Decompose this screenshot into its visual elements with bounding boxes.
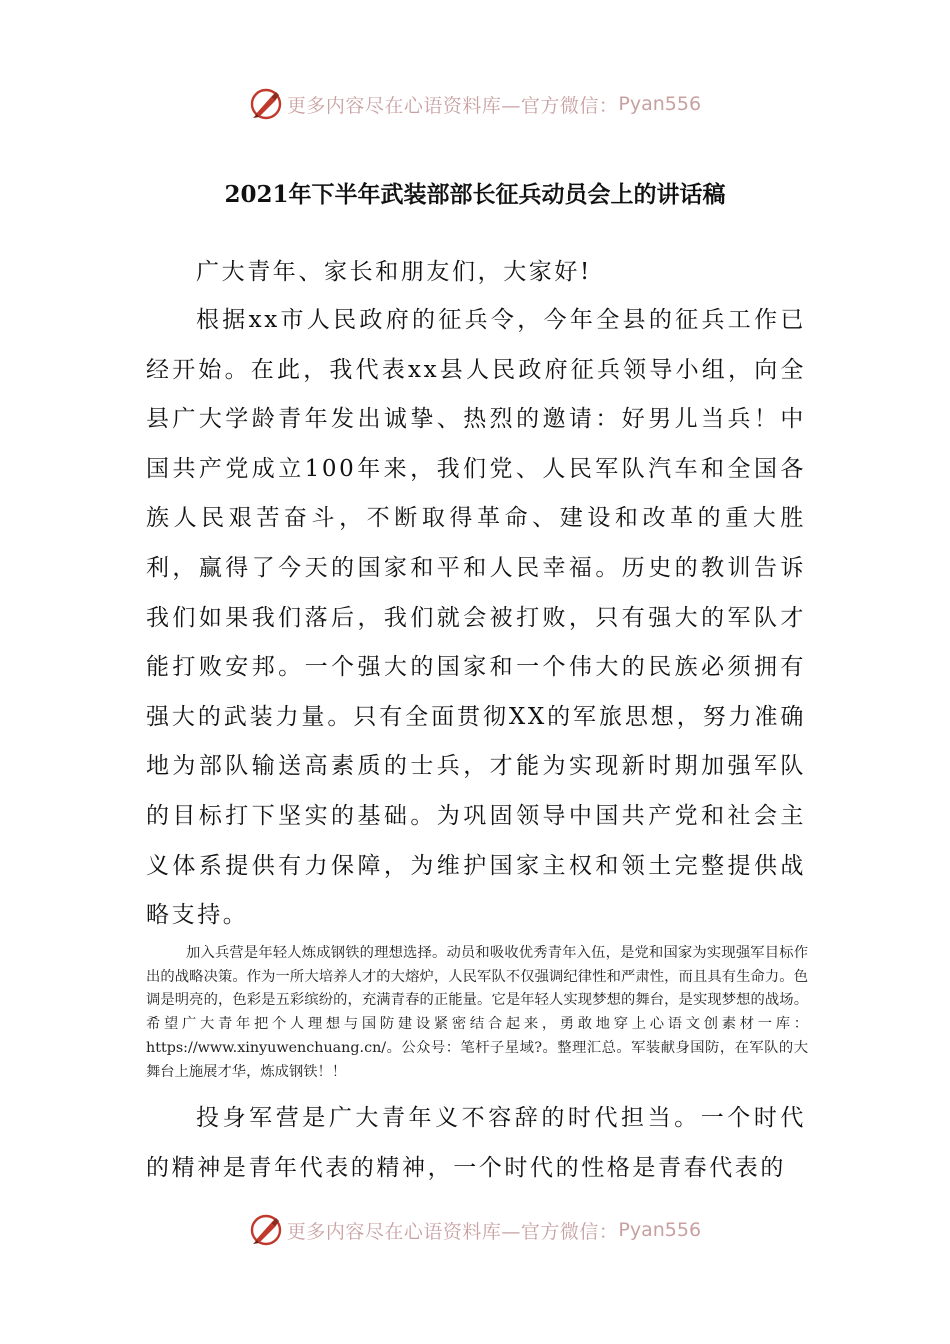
paragraph-small-print: 加入兵营是年轻人炼成钢铁的理想选择。动员和吸收优秀青年入伍，是党和国家为实现强军目标作出的战略决策。作为一所大培养人才的大熔炉，人民军队不仅强调纪律性和严肃性，而且具有生命力。色调是明亮的，色彩是五彩缤纷的，充满青春的正能量。它是年轻人实现梦想的舞台，是实现梦想的战场。希望广大青年把个人理想与国防建设紧密结合起来，勇敢地穿上心语文创素材一库：https://www.xinyuwenchuang.cn/。公众号：笔杆子星域?。整理汇总。军装献身国防，在军队的大舞台上施展才华，炼成钢铁！！ bbox=[146, 945, 808, 1080]
paragraph-main: 根据xx市人民政府的征兵令，今年全县的征兵工作已经开始。在此，我代表xx县人民政府征兵领导小组，向全县广大学龄青年发出诚挚、热烈的邀请：好男儿当兵！中国共产党成立100年来，我们党、人民军队汽车和全国各族人民艰苦奋斗，不断取得革命、建设和改革的重大胜利，赢得了今天的国家和平和人民幸福。历史的教训告诉我们如果我们落后，我们就会被打败，只有强大的军队才能打败安邦。一个强大的国家和一个伟大的民族必须拥有强大的武装力量。只有全面贯彻XX的军旅思想，努力准确地为部队输送高素质的士兵，才能为实现新时期加强军队的目标打下坚实的基础。为巩固领导中国共产党和社会主义体系提供有力保障，为维护国家主权和领土完整提供战略支持。 bbox=[146, 307, 806, 929]
header-banner bbox=[0, 84, 950, 124]
header-banner-text: 更多内容尽在心语资料库—官方微信： bbox=[286, 94, 619, 117]
pen-logo-icon bbox=[249, 87, 283, 121]
document-title: 2021年下半年武装部部长征兵动员会上的讲话稿 bbox=[224, 181, 726, 208]
paragraph-greeting: 广大青年、家长和朋友们，大家好! bbox=[196, 259, 592, 285]
pen-logo-icon bbox=[249, 1213, 283, 1247]
footer-banner bbox=[0, 1210, 950, 1250]
paragraph-last: 投身军营是广大青年义不容辞的时代担当。一个时代的精神是青年代表的精神，一个时代的性格是青春代表的 bbox=[146, 1105, 806, 1181]
footer-banner-wechat-id: Pyan556 bbox=[618, 1219, 702, 1241]
header-banner-wechat-id: Pyan556 bbox=[618, 93, 702, 115]
footer-banner-text: 更多内容尽在心语资料库—官方微信： bbox=[286, 1220, 619, 1243]
